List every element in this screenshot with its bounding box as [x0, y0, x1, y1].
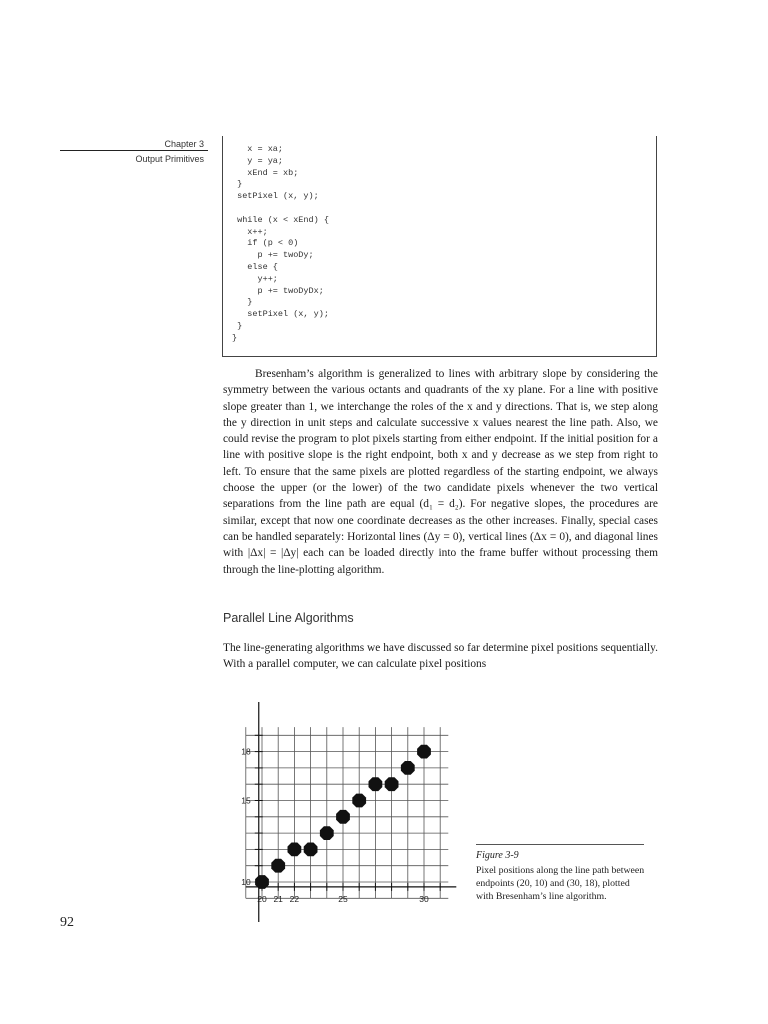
code-line: y = ya;: [247, 155, 284, 166]
pixel-point: [401, 761, 415, 775]
x-tick-label: 21: [273, 893, 283, 904]
figure-label: Figure 3-9: [476, 850, 519, 861]
caption-rule: [476, 844, 644, 845]
pixel-point: [304, 843, 318, 857]
code-line: x++;: [247, 226, 268, 237]
figure-caption: Pixel positions along the line path between endpoints (20, 10) and (30, 18), plotted with Bresenham’s line algorithm.: [476, 865, 645, 902]
chapter-label: Chapter 3: [164, 139, 204, 149]
chapter-sidebar: [60, 138, 208, 165]
pixel-point: [417, 745, 431, 759]
x-tick-label: 30: [419, 893, 429, 904]
code-line: setPixel (x, y);: [247, 309, 329, 320]
code-line: }: [247, 297, 253, 308]
paragraph-parallel-intro: The line-generating algorithms we have discussed so far determine pixel positions sequentially. With a parallel computer, we can calculate pixel positions: [223, 642, 658, 671]
section-label: Output Primitives: [135, 154, 204, 164]
x-tick-label: 25: [338, 893, 348, 904]
pixel-point: [271, 859, 285, 873]
code-line: }: [237, 179, 243, 190]
code-listing-box: [222, 136, 657, 357]
pixel-point: [336, 810, 350, 824]
code-line: p += twoDy;: [257, 250, 314, 261]
pixel-point: [352, 794, 366, 808]
section-heading: Parallel Line Algorithms: [223, 611, 354, 625]
sidebar-rule: [60, 150, 208, 151]
pixel-point: [320, 826, 334, 840]
code-line: y++;: [257, 273, 278, 284]
code-line: x = xa;: [247, 144, 284, 154]
y-tick-label: 10: [241, 877, 251, 887]
pixel-point: [255, 875, 269, 889]
code-line: xEnd = xb;: [247, 167, 299, 178]
code-listing: [232, 144, 329, 345]
pixel-point: [369, 777, 383, 791]
y-tick-label: 15: [241, 795, 251, 806]
pixel-point: [385, 777, 399, 791]
code-box-left-rule: [222, 136, 223, 356]
code-line: while (x < xEnd) {: [237, 214, 329, 225]
x-tick-label: 20: [257, 893, 267, 904]
code-line: }: [237, 320, 243, 331]
code-line: if (p < 0): [247, 238, 299, 249]
page-number: 92: [60, 915, 74, 930]
figure-3-9-chart: [236, 700, 461, 925]
x-tick-label: 22: [289, 893, 300, 904]
code-line: p += twoDyDx;: [257, 285, 324, 296]
code-line: }: [232, 332, 238, 343]
pixel-point: [288, 843, 302, 857]
paragraph-bresenham-generalization: Bresenham’s algorithm is generalized to lines with arbitrary slope by considering the symmetry between the various octants and quadrants of the xy plane. For a line with positive slope greater than 1, we interchange the roles of the x and y directions. That is, we step along the y direction in unit steps and calculate successive x values nearest the line path. Also, we could revise the program to plot pixels starting from either endpoint. If the initial position for a line with positive slope is the right endpoint, both x and y decrease as we step from right to left. To ensure that the same pixels are plotted regardless of the starting endpoint, we always choose the upper (or the lower) of the two candidate pixels whenever the two vertical separations from the line path are equal (d₁ = d₂). For negative slopes, the procedures are similar, except that now one coordinate decreases as the other increases. Finally, special cases can be handled separately: Horizontal lines (Δy = 0), vertical lines (Δx = 0), and diagonal lines with |Δx| = |Δy| each can be loaded directly into the frame buffer without processing them through the line-plotting algorithm.: [223, 368, 658, 576]
y-tick-label: 18: [241, 746, 251, 757]
code-line: else {: [247, 261, 278, 272]
code-line: setPixel (x, y);: [237, 191, 319, 202]
